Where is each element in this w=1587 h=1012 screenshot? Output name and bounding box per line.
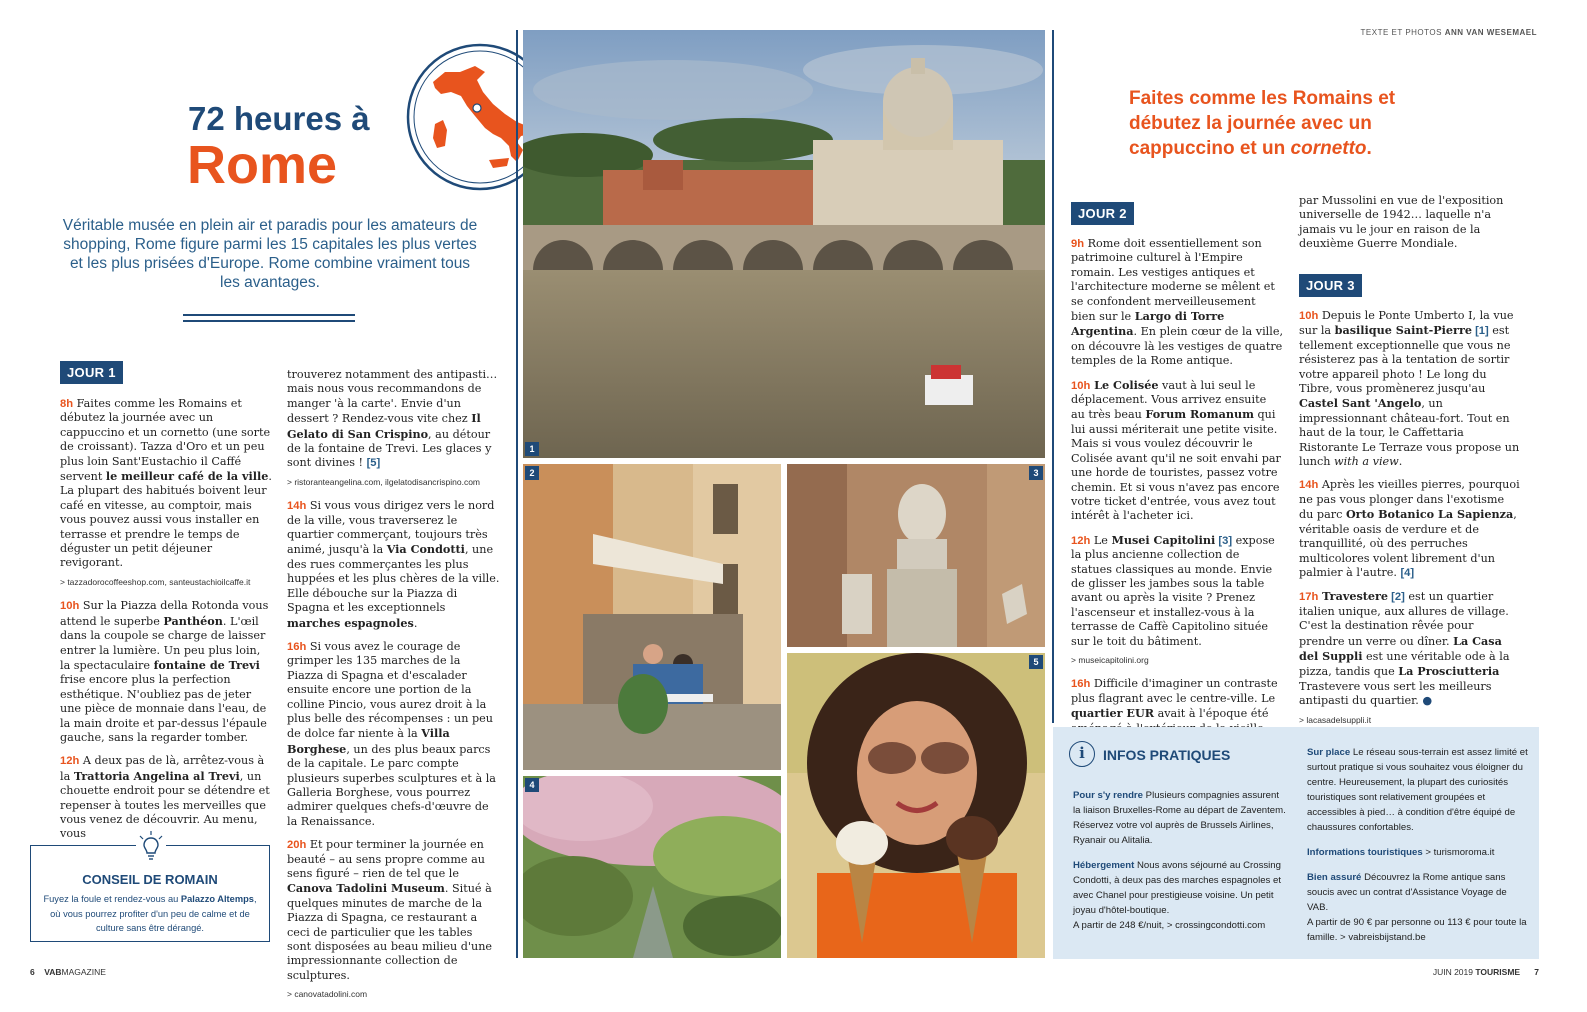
day1-column-b (287, 368, 500, 1012)
intro-text: Véritable musée en plein air et paradis pour les amateurs de shopping, Rome figure parmi les 15 capitales les plus vertes et les plus prisées d'Europe. Rome combine vraiment tous les avantages. (62, 217, 478, 291)
menu-text: trouverez notamment des antipasti… mais nous vous recommandons de manger 'à la carte'. Envie d'un dessert ? Rendez-vous vite chez (287, 368, 498, 426)
day1-para-8h: 8h Faites comme les Romains et débutez la journée avec un cappuccino et un cornetto (une sorte de croissant). Tazza d'Oro et un peu plus loin Sant'Eustachio il Caffé servent le meilleur café de la ville. La plupart des habitués boivent leur café en vitesse, au comptoir, mais vous pouvez aussi vous installer en terrasse et prendre le temps de déguster un petit déjeuner revigorant. (60, 397, 272, 570)
day1-para-10h: 10h Sur la Piazza della Rotonda vous attend le superbe Panthéon. L'œil dans la coupole se charge de laisser entrer la lumière. Un peu plus loin, la spectaculaire fontaine de Trevi frise encore plus la perfection esthétique. N'oubliez pas de jeter une pièce de monnaie dans l'eau, de la main droite et par-dessus l'épaule gauche, sans la regarder tomber. (60, 599, 269, 744)
day2-para-16h-cont: par Mussolini en vue de l'exposition universelle de 1942… laquelle n'a jamais vu le jour en raison de la deuxième Guerre Mondiale. (1299, 194, 1504, 251)
info-icon: i (1069, 741, 1095, 767)
photo-street-cafe (523, 464, 781, 770)
photo-credit (1361, 28, 1537, 37)
day3-para-14h: 14h Après les vieilles pierres, pourquoi ne pas vous plonger dans l'exotisme du parc Orto Botanico La Sapienza, véritable oasis de verdure et de tranquillité, où des perruches multicolores volent librement d'un palmier à l'autre. [4] (1299, 478, 1520, 579)
day2-header: JOUR 2 (1071, 202, 1134, 225)
info-lodging-price: A partir de 248 €/nuit, > crossingcondotti.com (1073, 920, 1266, 931)
page-number-right: 7 (1534, 967, 1539, 977)
infos-col-right (1307, 745, 1529, 945)
info-travel: Pour s'y rendre Plusieurs compagnies assurent la liaison Bruxelles-Rome au départ de Zaventem. Réservez votre vol auprès de Brussels Airlines, Ryanair ou Alitalia. (1073, 790, 1286, 846)
title-line1: 72 heures à (188, 100, 370, 137)
photo-number: 4 (525, 778, 539, 792)
day1-column-a (60, 397, 272, 851)
day1-para-14h: 14h Si vous vous dirigez vers le nord de la ville, vous traverserez le quartier commerçant, toujours très animé, jusqu'à la Via Condotti, une des rues commerçantes les plus huppées et les plus chères de la ville. Elle débouche sur la Piazza di Spagna et les exceptionnels marches espagnoles. (287, 499, 500, 630)
photo-girl-gelato (787, 653, 1045, 958)
day3-para-10h: 10h Depuis le Ponte Umberto I, la vue sur la basilique Saint-Pierre [1] est tellement exceptionnelle que vous ne résisterez pas à la tentation de sortir votre appareil photo ! Le long du Tibre, vous promènerez jusqu'au Castel Sant 'Angelo, un impressionnant château-fort. Tout en haut de la tour, le Caffettaria Ristorante Le Terraze vous propose un lunch with a view. (1299, 309, 1520, 469)
info-tourism: Informations touristiques > turismoroma.it (1307, 847, 1495, 858)
day3-column (1299, 194, 1521, 261)
magazine-brand: VAB (44, 967, 62, 977)
divider (183, 320, 355, 322)
day1-para-16h: 16h Si vous avez le courage de grimper les 135 marches de la Piazza di Spagna et d'escalader ensuite encore une portion de la colline Pincio, vous aurez droit à la plus belle des récompenses : un peu de dolce far niente à la Villa Borghese, un des plus beaux parcs de la capitale. Le parc compte plusieurs superbes sculptures et à la Galleria Borghese, vous pourrez admirer quelques chefs-d'œuvre de la Renaissance. (287, 639, 496, 828)
section-name: TOURISME (1475, 967, 1521, 977)
link-canova[interactable]: > canovatadolini.com (287, 989, 368, 1000)
infos-col-left (1073, 788, 1288, 933)
photo-st-peters (523, 30, 1045, 458)
day1-para-12h: 12h A deux pas de là, arrêtez-vous à la Trattoria Angelina al Trevi, un chouette endroit pour se détendre et repenser à toutes les merveilles que vous venez de découvrir. Au menu, vous (60, 754, 270, 841)
day2-para-9h: 9h Rome doit essentiellement son patrimoine culturel à l'Empire romain. Les vestiges antiques et l'architecture moderne se mêlent et se confondent merveilleusement bien sur le Largo di Torre Argentina. En plein cœur de la ville, on découvre là les vestiges de quatre temples de la Rome antique. (1071, 237, 1284, 368)
eur-text: avait à l'époque été (1157, 707, 1269, 721)
day1-para-12h-cont: trouverez notamment des antipasti… mais nous vous recommandons de manger 'à la carte'. Envie d'un dessert ? Rendez-vous vite chez Il Gelato di San Crispino, au détour de la fontaine de Trevi. Les glaces y sont divines ! [5] (287, 368, 498, 470)
info-insurance: Bien assuré Découvrez la Rome antique sans soucis avec un contrat d'Assistance Voyage de VAB. (1307, 872, 1507, 913)
photo-statue (787, 464, 1045, 647)
divider (183, 314, 355, 316)
infos-title: INFOS PRATIQUES (1103, 747, 1231, 763)
info-lodging: Hébergement Nous avons séjourné au Crossing Condotti, à deux pas des marches espagnoles et avec Chanel pour prestigieuse voisine. Un petit joyau d'hôtel-boutique. (1073, 860, 1281, 916)
photo-number: 5 (1029, 655, 1043, 669)
lightbulb-icon (136, 830, 166, 862)
link-tazzadoro[interactable]: > tazzadorocoffeeshop.com, santeustachioilcaffe.it (60, 576, 251, 587)
conseil-text: Fuyez la foule et rendez-vous au Palazzo Altemps, où vous pourrez profiter d'un peu de calme et de culture sans être dérangé. (43, 894, 257, 933)
day3-header: JOUR 3 (1299, 274, 1362, 297)
page-number-left: 6 (30, 967, 35, 977)
day1-header: JOUR 1 (60, 361, 123, 384)
divider (516, 30, 518, 958)
day2-para-12h: 12h Le Musei Capitolini [3] expose la plus ancienne collection de statues classiques au monde. Envie de glisser les jambes sous la table avant ou après la visite ? Prenez l'ascenseur et installez-vous à la terrasse de Caffè Capitolino située sur le toit du bâtiment. (1071, 532, 1275, 648)
credit-name: ANN VAN WESEMAEL (1444, 28, 1537, 37)
day1-para-20h: 20h Et pour terminer la journée en beauté – au sens propre comme au sens figuré – rien de tel que le Canova Tadolini Museum. Situé à quelques minutes de marche de la Piazza di Spagna, ce restaurant a ceci de particulier que les tables sont disposées au beau milieu d'une impressionnante collection de sculptures. (287, 838, 493, 982)
magazine-name: MAGAZINE (61, 967, 106, 977)
link-musei[interactable]: > museicapitolini.org (1071, 654, 1149, 665)
infos-box (1053, 727, 1539, 959)
issue-date: JUIN 2019 (1432, 967, 1473, 977)
photo-garden (523, 776, 781, 958)
info-local: Sur place Le réseau sous-terrain est assez limité et surtout pratique si vous souhaitez vous éloigner du centre. Heureusement, la plupart des curiosités touristiques sont relativement groupées et accessibles à pied… à condition d'être équipé de chaussures confortables. (1307, 747, 1528, 833)
page-title: Rome (187, 135, 338, 195)
photo-number: 2 (525, 466, 539, 480)
photo-number: 1 (525, 442, 539, 456)
conseil-title: CONSEIL DE ROMAIN (82, 872, 218, 887)
photo-number: 3 (1029, 466, 1043, 480)
day3-column-body (1299, 309, 1521, 737)
day2-para-10h: 10h Le Colisée vaut à lui seul le déplacement. Vous arrivez ensuite au très beau Forum Romanum qui lui aussi mériterait une petite visite. Mais si vous voulez découvrir le Colisée avant qu'il ne soit envahi par une horde de touristes, passez votre chemin. Et si vous n'avez pas encore votre ticket d'entrée, vous avez tout intérêt à l'acheter ici. (1071, 377, 1281, 523)
credit-prefix: TEXTE ET PHOTOS (1360, 28, 1442, 37)
day2-column (1071, 237, 1283, 759)
link-suppli[interactable]: > lacasadelsuppli.it (1299, 714, 1372, 725)
day2-para-16h: 16h Difficile d'imaginer un contraste plus flagrant avec le centre-ville. Le quartier EUR avait à l'époque été (1071, 677, 1283, 750)
info-insurance-price: A partir de 90 € par personne ou 113 € pour toute la famille. > vabreisbijstand.be (1307, 917, 1527, 943)
day3-para-17h: 17h Travestere [2] est un quartier italien unique, aux allures de village. C'est la destination rêvée pour prendre un verre ou dîner. La Casa del Suppli est une véritable ode à la pizza, tandis que La Prosciutteria Trastevere vous sert les meilleurs antipasti du quartier. ● (1299, 589, 1510, 708)
pull-quote: Faites comme les Romains et débutez la journée avec un cappuccino et un cornetto. (1129, 88, 1396, 159)
divider (1052, 30, 1054, 723)
footer-left (30, 967, 106, 977)
footer-right (1433, 967, 1539, 977)
link-angelina[interactable]: > ristoranteangelina.com, ilgelatodisancrispino.com (287, 476, 481, 487)
